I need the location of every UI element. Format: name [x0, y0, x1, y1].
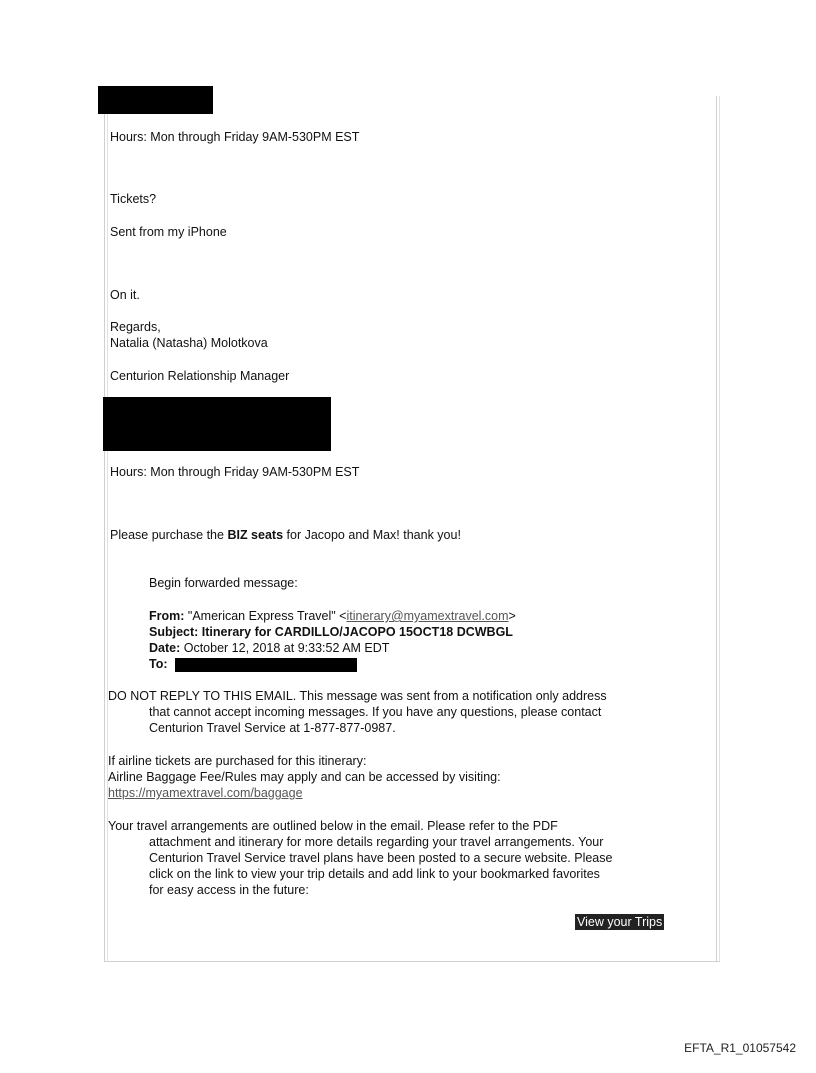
tickets-text: Tickets? — [110, 192, 157, 206]
sent-from-text: Sent from my iPhone — [110, 225, 227, 239]
date-line — [149, 641, 389, 656]
travel-line-2: attachment and itinerary for more details regarding your travel arrangements. Your — [149, 835, 604, 849]
subject-line — [149, 625, 513, 640]
subject-label: Subject: — [149, 625, 199, 639]
request-prefix: Please purchase the — [110, 528, 228, 542]
view-trips-button[interactable]: View your Trips — [577, 915, 663, 929]
noreply-line-2: that cannot accept incoming messages. If you have any questions, please contact — [149, 705, 602, 719]
from-label: From: — [149, 609, 185, 623]
regards-text: Regards, — [110, 320, 161, 334]
noreply-line-1: DO NOT REPLY TO THIS EMAIL. This message was sent from a notification only address — [108, 689, 607, 703]
hours-text-2: Hours: Mon through Friday 9AM-530PM EST — [110, 465, 360, 479]
request-bold: BIZ seats — [227, 528, 284, 542]
baggage-link[interactable]: https://myamextravel.com/baggage — [108, 786, 303, 800]
bates-number: EFTA_R1_01057542 — [684, 1041, 796, 1055]
forward-intro: Begin forwarded message: — [149, 576, 298, 590]
sender-title: Centurion Relationship Manager — [110, 369, 290, 383]
travel-line-1: Your travel arrangements are outlined below in the email. Please refer to the PDF — [108, 819, 558, 833]
travel-line-3: Centurion Travel Service travel plans have been posted to a secure website. Please — [149, 851, 613, 865]
frame-border-bottom — [104, 961, 720, 962]
on-it-text: On it. — [110, 288, 140, 302]
redaction-block — [175, 658, 357, 672]
request-suffix: for Jacopo and Max! thank you! — [283, 528, 461, 542]
airline-line-1: If airline tickets are purchased for this itinerary: — [108, 754, 367, 768]
redaction-block — [98, 86, 213, 114]
from-name: "American Express Travel" < — [184, 609, 347, 623]
subject-value: Itinerary for CARDILLO/JACOPO 15OCT18 DCWBGL — [198, 625, 513, 639]
to-line — [149, 657, 168, 672]
from-email-link[interactable]: itinerary@myamextravel.com — [346, 609, 509, 623]
travel-line-4: click on the link to view your trip details and add link to your bookmarked favorites — [149, 867, 600, 881]
noreply-line-3: Centurion Travel Service at 1-877-877-0987. — [149, 721, 396, 735]
sender-name: Natalia (Natasha) Molotkova — [110, 336, 268, 350]
date-label: Date: — [149, 641, 181, 655]
to-label: To: — [149, 657, 168, 671]
frame-border-right — [716, 96, 717, 962]
redaction-block — [103, 397, 331, 451]
airline-line-2: Airline Baggage Fee/Rules may apply and can be accessed by visiting: — [108, 770, 501, 784]
from-close: > — [508, 609, 516, 623]
frame-border-right-inner — [719, 96, 720, 962]
date-value: October 12, 2018 at 9:33:52 AM EDT — [180, 641, 390, 655]
hours-text: Hours: Mon through Friday 9AM-530PM EST — [110, 130, 360, 144]
request-text — [110, 528, 461, 543]
travel-line-5: for easy access in the future: — [149, 883, 309, 897]
frame-border-left — [104, 96, 105, 962]
from-line — [149, 609, 516, 624]
